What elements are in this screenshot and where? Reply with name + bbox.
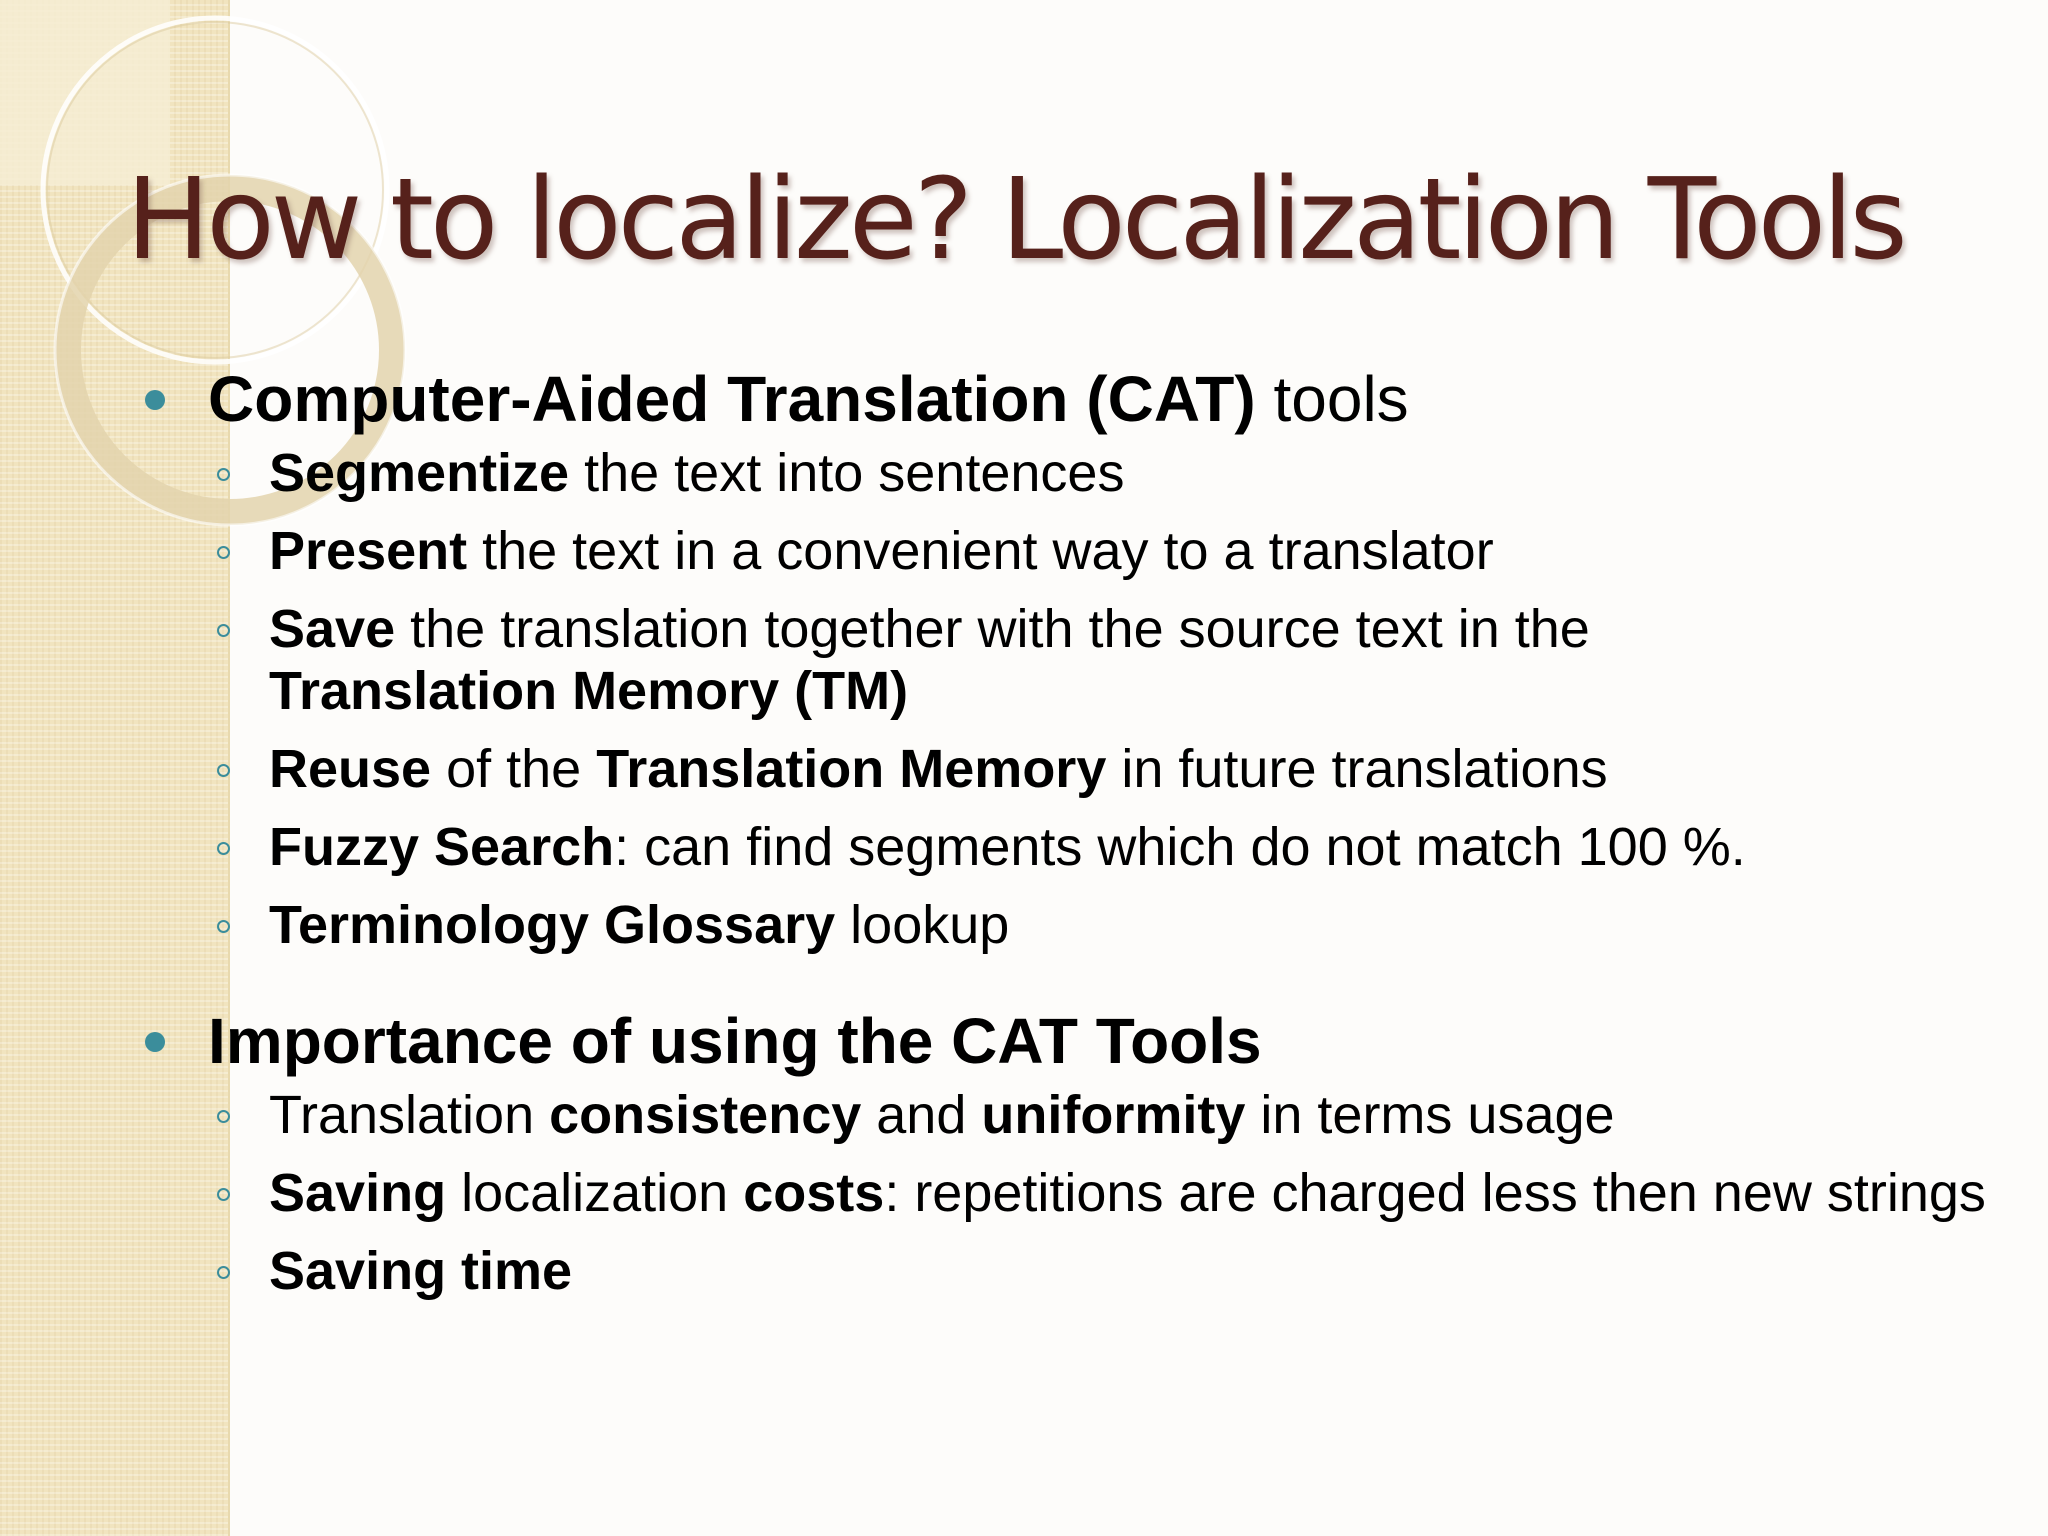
ring-bullet-icon xyxy=(217,468,230,481)
heading-bold: Computer-Aided Translation (CAT) xyxy=(208,363,1256,435)
list-item xyxy=(145,816,2005,878)
item-text: in future translations xyxy=(1106,739,1608,799)
heading-text: tools xyxy=(1255,363,1409,435)
item-bold: Translation Memory xyxy=(596,739,1107,799)
item-bold: consistency xyxy=(549,1085,862,1145)
item-text: of the xyxy=(431,739,597,799)
ring-bullet-icon xyxy=(217,1188,230,1201)
item-bold: Segmentize xyxy=(269,443,570,503)
ring-bullet-icon xyxy=(217,764,230,777)
item-text: : can find segments which do not match 100 %. xyxy=(614,817,1746,877)
ring-bullet-icon xyxy=(217,1266,230,1279)
heading-bold: Importance of using the CAT Tools xyxy=(208,1005,1262,1077)
section-importance xyxy=(145,1002,2005,1302)
list-item xyxy=(145,1084,2005,1146)
sub-bullet-list xyxy=(145,442,2005,956)
list-item xyxy=(145,442,2005,504)
item-text: in terms usage xyxy=(1245,1085,1615,1145)
slide-title: How to localize? Localization Tools xyxy=(126,155,1904,285)
item-bold: Fuzzy Search xyxy=(269,817,615,877)
item-bold: Translation Memory (TM) xyxy=(269,661,909,721)
ring-bullet-icon xyxy=(217,842,230,855)
item-text: and xyxy=(861,1085,982,1145)
ring-bullet-icon xyxy=(217,624,230,637)
item-text: lookup xyxy=(835,895,1010,955)
ring-bullet-icon xyxy=(217,920,230,933)
list-item xyxy=(145,1162,2005,1224)
list-item xyxy=(145,1240,2005,1302)
section-heading xyxy=(145,360,2005,438)
list-item xyxy=(145,598,2005,722)
slide-content xyxy=(145,360,2005,1318)
section-cat-tools xyxy=(145,360,2005,956)
item-bold: costs xyxy=(743,1163,885,1223)
item-bold: Saving time xyxy=(269,1241,573,1301)
item-bold: Present xyxy=(269,521,468,581)
item-bold: Saving xyxy=(269,1163,447,1223)
item-text: the text in a convenient way to a translator xyxy=(467,521,1494,581)
item-text: the text into sentences xyxy=(569,443,1125,503)
item-text: Translation xyxy=(269,1085,550,1145)
item-bold: Terminology Glossary xyxy=(269,895,836,955)
item-text: localization xyxy=(446,1163,744,1223)
item-bold: Save xyxy=(269,599,396,659)
section-heading xyxy=(145,1002,2005,1080)
ring-bullet-icon xyxy=(217,546,230,559)
item-text: the translation together with the source text in the xyxy=(395,599,1590,659)
list-item xyxy=(145,894,2005,956)
item-bold: uniformity xyxy=(981,1085,1246,1145)
ring-bullet-icon xyxy=(217,1110,230,1123)
bullet-dot-icon xyxy=(145,390,165,410)
sub-bullet-list xyxy=(145,1084,2005,1302)
bullet-dot-icon xyxy=(145,1032,165,1052)
item-text: : repetitions are charged less then new strings xyxy=(884,1163,1986,1223)
list-item xyxy=(145,738,2005,800)
item-bold: Reuse xyxy=(269,739,432,799)
list-item xyxy=(145,520,2005,582)
